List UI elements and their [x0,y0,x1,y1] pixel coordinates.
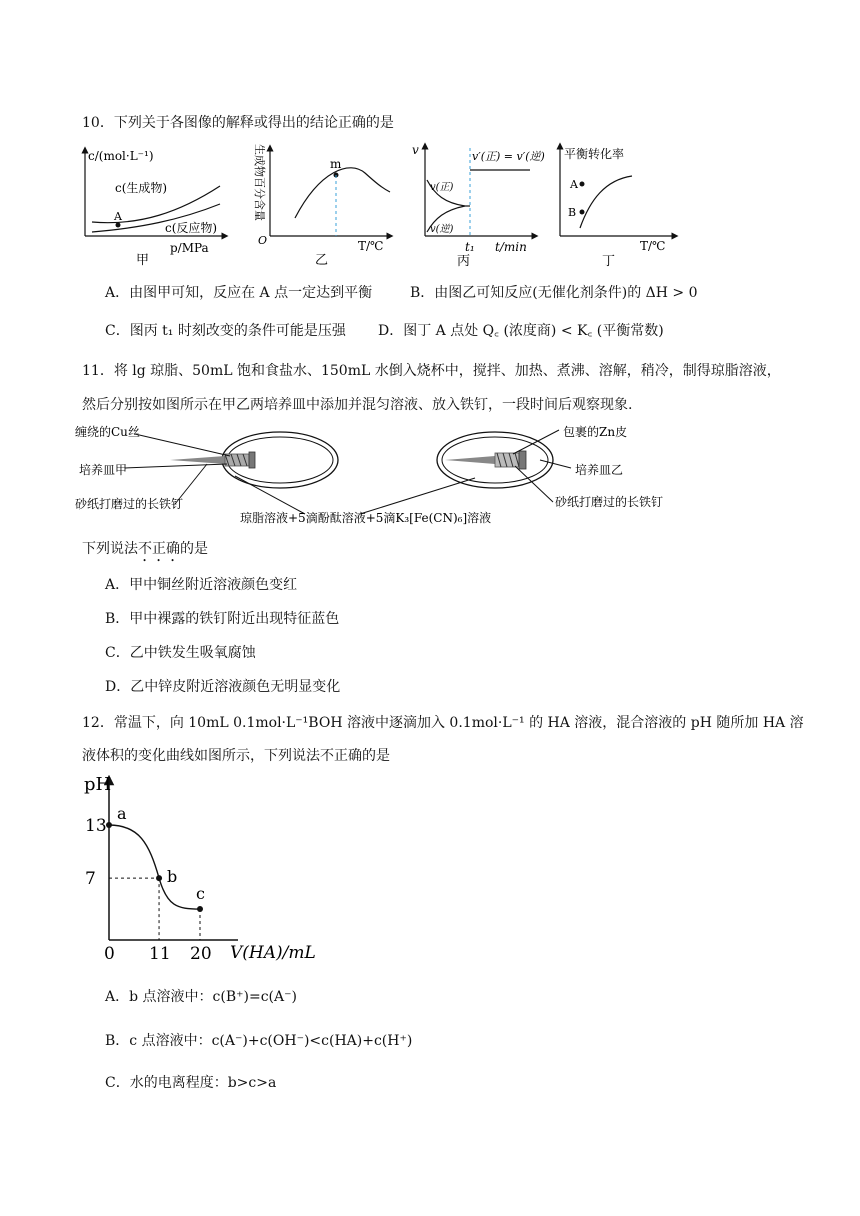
fig-yi [253,144,390,268]
bing-caption: 丙 [457,254,471,269]
q10-option-c[interactable]: C．图丙 t₁ 时刻改变的条件可能是压强 [105,323,346,339]
jia-xlabel: p/MPa [170,241,209,255]
bing-top-label: v′(正) = v′(逆) [472,150,545,163]
jia-curve2: c(反应物) [165,221,218,235]
q10-option-b[interactable]: B．由图乙可知反应(无催化剂条件)的 ΔH > 0 [410,285,698,301]
label-nail-left: 砂纸打磨过的长铁钉 [75,497,184,511]
q12-option-b[interactable]: B．c 点溶液中：c(A⁻)+c(OH⁻)<c(HA)+c(H⁺) [105,1033,413,1049]
dish-jia-drawing [75,424,338,511]
jia-point: A [114,210,122,223]
bing-xlabel: t/min [495,240,527,254]
q11-prompt-emph: 不正确 [138,541,180,557]
label-nail-right: 砂纸打磨过的长铁钉 [555,495,664,509]
q11-option-c[interactable]: C．乙中铁发生吸氧腐蚀 [105,645,256,661]
q10-stem: 10．下列关于各图像的解释或得出的结论正确的是 [82,115,394,131]
jia-ylabel: c/(mol·L⁻¹) [88,149,154,163]
q11-prompt-pre: 下列说法 [82,541,138,557]
ding-caption: 丁 [602,254,616,269]
q11-prompt [82,538,208,565]
bing-v-ni: v(逆) [430,224,454,235]
q12-stem-line2: 液体积的变化曲线如图所示，下列说法不正确的是 [82,748,390,764]
q12-stem-line1: 12．常温下，向 10mL 0.1mol·L⁻¹BOH 溶液中逐滴加入 0.1mol·L⁻¹ 的 HA 溶液，混合溶液的 pH 随所加 HA 溶 [82,715,804,731]
ph-ylabel: pH [84,774,112,795]
q10-option-d[interactable]: D．图丁 A 点处 Q꜀ (浓度商) < K꜀ (平衡常数) [378,323,664,339]
q10-option-a[interactable]: A．由图甲可知，反应在 A 点一定达到平衡 [105,285,373,301]
ph-ytick-13: 13 [85,816,107,836]
ph-point-c [197,906,203,912]
q11-prompt-post: 的是 [180,541,208,557]
ph-point-b [156,875,162,881]
ph-xlabel: V(HA)/mL [230,943,316,963]
yi-xlabel: T/℃ [358,239,384,253]
ph-xtick-20: 20 [190,944,212,964]
ding-ylabel: 平衡转化率 [564,147,625,161]
ph-xtick-11: 11 [149,944,171,964]
ph-ytick-7: 7 [85,869,96,890]
jia-curve1: c(生成物) [115,181,168,195]
ding-pointB: B [568,206,577,219]
label-dish-jia: 培养皿甲 [79,463,128,477]
bing-t1: t₁ [465,240,475,254]
label-dish-yi: 培养皿乙 [575,463,624,477]
ph-chart [78,770,358,970]
ph-curve [109,825,200,909]
ph-point-label-a: a [117,804,127,823]
q10-figures [70,140,850,275]
q11-option-a[interactable]: A．甲中铜丝附近溶液颜色变红 [105,577,298,593]
yi-point: m [330,157,342,171]
fig-ding [560,146,675,269]
q11-stem-line2: 然后分别按如图所示在甲乙两培养皿中添加并混匀溶液、放入铁钉，一段时间后观察现象. [82,397,633,413]
q12-option-c[interactable]: C．水的电离程度：b>c>a [105,1075,277,1091]
label-zn-skin: 包裹的Zn皮 [563,425,628,439]
q11-figure [75,418,795,528]
ph-point-a [106,822,112,828]
fig-jia [85,149,225,268]
label-solution: 琼脂溶液+5滴酚酞溶液+5滴K₃[Fe(CN)₆]溶液 [240,511,492,525]
label-cu-wire: 缠绕的Cu丝 [75,425,140,439]
ding-pointA: A [570,178,578,191]
bing-v-zheng: v(正) [430,182,454,193]
ph-point-label-b: b [167,867,178,887]
fig-bing [412,143,545,269]
bing-ylabel: v [412,143,419,157]
q11-option-b[interactable]: B．甲中裸露的铁钉附近出现特征蓝色 [105,611,340,627]
yi-ylabel: 生成物百分含量 [253,144,266,221]
q12-option-a[interactable]: A．b 点溶液中：c(B⁺)=c(A⁻) [105,989,297,1005]
jia-caption: 甲 [136,253,150,268]
ph-point-label-c: c [196,884,205,904]
yi-origin: O [258,234,268,247]
q11-option-d[interactable]: D．乙中锌皮附近溶液颜色无明显变化 [105,679,341,695]
dish-yi-drawing [437,424,663,509]
ph-xtick-0: 0 [104,944,115,964]
q11-stem-line1: 11．将 lg 琼脂、50mL 饱和食盐水、150mL 水倒入烧杯中，搅拌、加热、煮沸、溶解，稍冷，制得琼脂溶液， [82,363,781,379]
ding-xlabel: T/℃ [640,239,666,253]
yi-caption: 乙 [315,253,329,268]
